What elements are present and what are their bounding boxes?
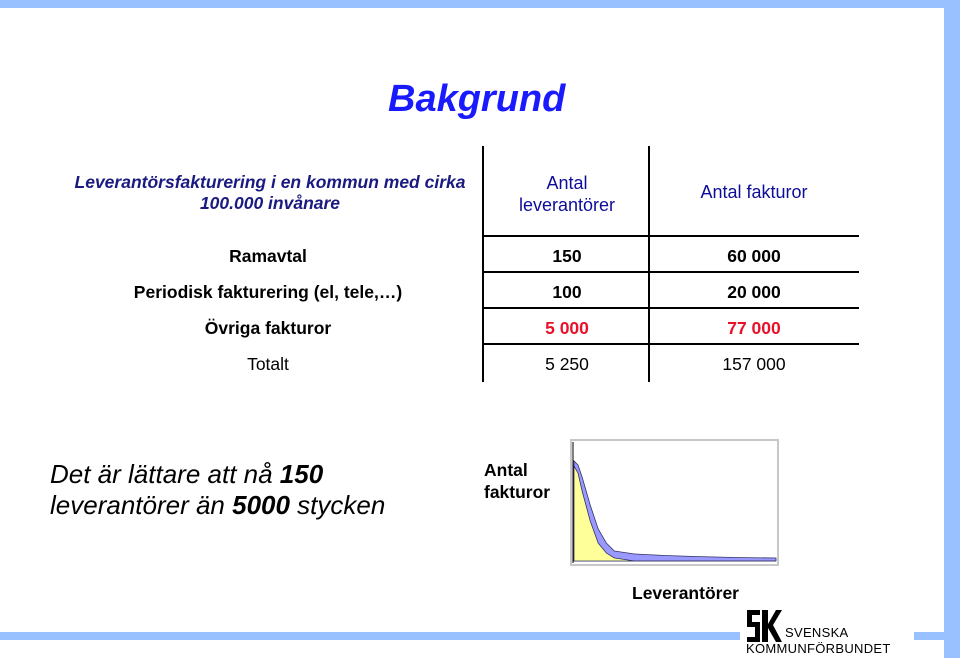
table-vline-1 <box>482 146 484 236</box>
conclusion-line2-number: 5000 <box>232 490 290 520</box>
conclusion-line2-text: leverantörer än <box>50 490 233 520</box>
row-label-ovriga: Övriga fakturor <box>204 318 332 338</box>
chart-x-label: Leverantörer <box>632 583 739 603</box>
table-hline-row2 <box>482 307 859 309</box>
conclusion-line1-text: Det är lättare att nå <box>50 459 280 489</box>
header-invoices: Antal fakturor <box>700 182 808 202</box>
table-vline-2 <box>648 146 650 236</box>
row-invoices-totalt: 157 000 <box>722 354 786 374</box>
conclusion-text <box>50 459 385 521</box>
logo-line2: KOMMUNFÖRBUNDET <box>746 641 891 656</box>
row-suppliers-ramavtal: 150 <box>552 246 582 266</box>
intro-text: Leverantörsfakturering i en kommun med cirka 100.000 invånare <box>74 172 466 213</box>
conclusion-line2 <box>50 490 385 521</box>
sk-logo-mark <box>744 608 782 644</box>
header-suppliers-line2: leverantörer <box>518 195 616 215</box>
distribution-chart <box>570 439 779 566</box>
row-label-ramavtal: Ramavtal <box>229 246 307 266</box>
row-suppliers-ovriga: 5 000 <box>545 318 589 338</box>
header-suppliers-line1: Antal <box>546 173 588 193</box>
table-hline-row1 <box>482 271 859 273</box>
frame-right <box>944 0 960 658</box>
logo <box>744 608 914 656</box>
row-suppliers-periodisk: 100 <box>552 282 582 302</box>
frame-top <box>0 0 960 8</box>
row-invoices-ovriga: 77 000 <box>727 318 781 338</box>
conclusion-line2-suffix: stycken <box>289 490 386 520</box>
chart-y-label-line1: Antal <box>484 460 528 480</box>
logo-line1: SVENSKA <box>785 625 849 640</box>
row-label-totalt: Totalt <box>247 354 289 374</box>
row-suppliers-totalt: 5 250 <box>545 354 589 374</box>
frame-bottom-right <box>914 632 960 640</box>
table-hline-header <box>482 235 859 237</box>
row-invoices-periodisk: 20 000 <box>727 282 781 302</box>
chart-y-label-line2: fakturor <box>484 482 551 502</box>
row-label-periodisk: Periodisk fakturering (el, tele,…) <box>133 282 403 302</box>
conclusion-line1-number: 150 <box>279 459 324 489</box>
conclusion-line1 <box>50 459 385 490</box>
header-suppliers <box>484 172 650 216</box>
title-text: Bakgrund <box>388 78 566 120</box>
frame-bottom <box>0 632 740 640</box>
chart-y-label <box>484 459 550 503</box>
row-invoices-ramavtal: 60 000 <box>727 246 781 266</box>
table-hline-row3 <box>482 343 859 345</box>
